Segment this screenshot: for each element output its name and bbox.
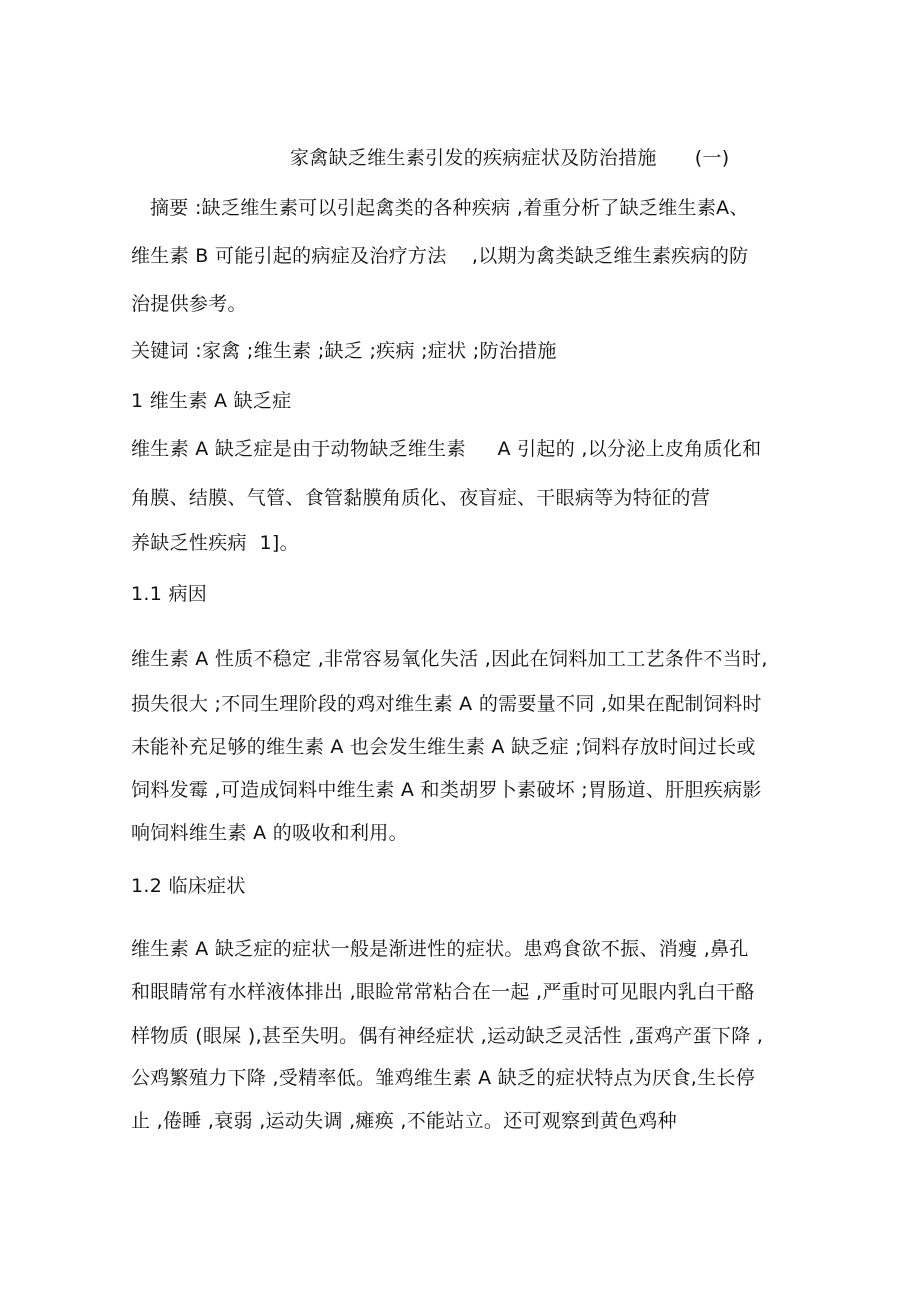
section-1-line-1: 维生素 A 缺乏症是由于动物缺乏维生素 A 引起的 ,以分泌上皮角质化和 <box>131 438 762 460</box>
document-title: 家禽缺乏维生素引发的疾病症状及防治措施 (一) <box>290 147 730 169</box>
section-1-heading: 1 维生素 A 缺乏症 <box>131 390 292 412</box>
section-1-1-line-3: 未能补充足够的维生素 A 也会发生维生素 A 缺乏症 ;饲料存放时间过长或 <box>131 736 756 758</box>
section-1-1-line-2: 损失很大 ;不同生理阶段的鸡对维生素 A 的需要量不同 ,如果在配制饲料时 <box>131 693 762 715</box>
abstract-line-1: 摘要 :缺乏维生素可以引起禽类的各种疾病 ,着重分析了缺乏维生素A、 <box>150 197 749 219</box>
section-1-2-line-1: 维生素 A 缺乏症的症状一般是渐进性的症状。患鸡食欲不振、消瘦 ,鼻孔 <box>131 938 749 960</box>
keywords-line: 关键词 :家禽 ;维生素 ;缺乏 ;疾病 ;症状 ;防治措施 <box>131 340 557 362</box>
section-1-2-line-3: 样物质 (眼屎 ),甚至失明。偶有神经症状 ,运动缺乏灵活性 ,蛋鸡产蛋下降 , <box>131 1025 764 1047</box>
abstract-line-3: 治提供参考。 <box>131 293 247 315</box>
abstract-line-2: 维生素 B 可能引起的病症及治疗方法 ,以期为禽类缺乏维生素疾病的防 <box>131 245 749 267</box>
section-1-2-line-2: 和眼睛常有水样液体排出 ,眼睑常常粘合在一起 ,严重时可见眼内乳白干酪 <box>131 981 755 1003</box>
section-1-2-line-4: 公鸡繁殖力下降 ,受精率低。雏鸡维生素 A 缺乏的症状特点为厌食,生长停 <box>131 1067 755 1089</box>
section-1-1-line-1: 维生素 A 性质不稳定 ,非常容易氧化失活 ,因此在饲料加工工艺条件不当时, <box>131 648 768 670</box>
section-1-1-line-4: 饲料发霉 ,可造成饲料中维生素 A 和类胡罗卜素破坏 ;胃肠道、肝胆疾病影 <box>131 779 762 801</box>
section-1-1-line-5: 响饲料维生素 A 的吸收和利用。 <box>131 822 408 844</box>
section-1-line-3: 养缺乏性疾病 1]。 <box>131 532 299 554</box>
section-1-1-heading: 1.1 病因 <box>131 583 208 605</box>
section-1-2-line-5: 止 ,倦睡 ,衰弱 ,运动失调 ,瘫痪 ,不能站立。还可观察到黄色鸡种 <box>131 1110 677 1132</box>
section-1-2-heading: 1.2 临床症状 <box>131 875 246 897</box>
section-1-line-2: 角膜、结膜、气管、食管黏膜角质化、夜盲症、干眼病等为特征的营 <box>131 487 711 509</box>
